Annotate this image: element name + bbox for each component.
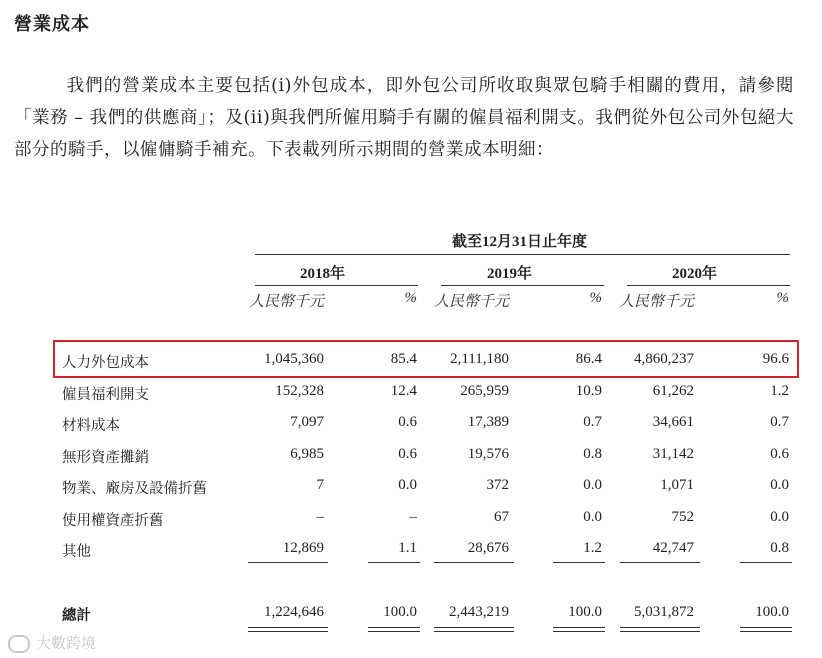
total-pct-2019: 100.0 (568, 604, 602, 620)
cell-pct-2018: 12.4 (390, 383, 417, 399)
total-rule-5b (620, 631, 700, 632)
cell-amount-2020: 4,860,237 (634, 351, 694, 367)
row-label: 人力外包成本 (62, 355, 149, 371)
cell-amount-2020: 752 (671, 509, 694, 525)
cell-amount-2019: 28,676 (467, 540, 509, 556)
unit-pct-2018: % (404, 290, 417, 306)
cell-amount-2019: 17,389 (467, 414, 509, 430)
total-rule-4b (553, 631, 605, 632)
cell-amount-2019: 19,576 (467, 446, 509, 462)
subtotal-rule-4 (553, 562, 605, 563)
cell-pct-2019: 86.4 (575, 351, 602, 367)
section-heading: 營業成本 (14, 14, 90, 35)
cell-amount-2018: 152,328 (275, 383, 324, 399)
total-rule-2b (368, 631, 420, 632)
subtotal-rule-6 (740, 562, 792, 563)
period-header: 截至12月31日止年度 (452, 234, 588, 250)
cell-amount-2018: 12,869 (282, 540, 324, 556)
total-pct-2018: 100.0 (383, 604, 417, 620)
cell-pct-2019: 0.8 (583, 446, 602, 462)
row-label: 其他 (62, 544, 91, 560)
year-2019-rule (441, 285, 604, 286)
cell-pct-2018: 85.4 (390, 351, 417, 367)
unit-pct-2019: % (589, 290, 602, 306)
cell-pct-2018: 0.0 (398, 477, 417, 493)
total-amount-2019: 2,443,219 (449, 604, 509, 620)
cell-pct-2020: 0.8 (770, 540, 789, 556)
cell-pct-2020: 0.0 (770, 509, 789, 525)
cell-pct-2018: – (409, 509, 417, 525)
subtotal-rule-1 (248, 562, 328, 563)
cell-amount-2018: 7 (316, 477, 324, 493)
period-header-rule (255, 254, 790, 255)
cell-amount-2019: 67 (494, 509, 509, 525)
intro-paragraph-text: 我們的營業成本主要包括(i)外包成本，即外包公司所收取與眾包騎手相關的費用，請參閱「業務 – 我們的供應商」；及(ii)與我們所僱用騎手有關的僱員福利開支。我們從外包公司外包絕大部分的騎手，以僱傭騎手補充。下表載列所示期間的營業成本明細： (14, 76, 794, 160)
total-rule-3b (434, 631, 514, 632)
total-label: 總計 (62, 607, 91, 624)
total-rule-6a (740, 627, 792, 628)
cell-pct-2018: 0.6 (398, 414, 417, 430)
year-2018: 2018年 (300, 266, 346, 282)
total-rule-1a (248, 627, 328, 628)
cell-amount-2018: – (316, 509, 324, 525)
row-label: 材料成本 (62, 418, 120, 434)
unit-amount-2019: 人民幣千元 (433, 294, 509, 310)
watermark-text: 大數跨境 (36, 634, 97, 652)
row-label: 無形資產攤銷 (62, 450, 149, 466)
total-rule-6b (740, 631, 792, 632)
cell-amount-2020: 61,262 (652, 383, 694, 399)
unit-amount-2020: 人民幣千元 (618, 294, 694, 310)
total-rule-4a (553, 627, 605, 628)
total-rule-3a (434, 627, 514, 628)
watermark (8, 632, 96, 653)
year-2020-rule (627, 285, 790, 286)
cell-pct-2020: 0.7 (770, 414, 789, 430)
cell-pct-2020: 0.6 (770, 446, 789, 462)
cell-pct-2019: 0.7 (583, 414, 602, 430)
cell-pct-2019: 0.0 (583, 509, 602, 525)
cell-pct-2019: 0.0 (583, 477, 602, 493)
subtotal-rule-2 (368, 562, 420, 563)
cell-amount-2020: 34,661 (652, 414, 694, 430)
year-2019: 2019年 (487, 266, 533, 282)
cell-amount-2020: 1,071 (660, 477, 694, 493)
cell-pct-2018: 1.1 (398, 540, 417, 556)
cell-amount-2018: 7,097 (290, 414, 324, 430)
total-rule-1b (248, 631, 328, 632)
intro-paragraph (14, 70, 794, 166)
cell-amount-2019: 372 (486, 477, 509, 493)
subtotal-rule-5 (620, 562, 700, 563)
total-rule-5a (620, 627, 700, 628)
cell-pct-2019: 10.9 (575, 383, 602, 399)
row-label: 僱員福利開支 (62, 387, 149, 403)
unit-amount-2018: 人民幣千元 (248, 294, 324, 310)
cell-amount-2020: 42,747 (652, 540, 694, 556)
watermark-logo-icon (8, 635, 30, 653)
year-2018-rule (255, 285, 418, 286)
total-pct-2020: 100.0 (755, 604, 789, 620)
cell-pct-2019: 1.2 (583, 540, 602, 556)
row-label: 物業、廠房及設備折舊 (62, 481, 207, 497)
row-label: 使用權資產折舊 (62, 513, 164, 529)
year-2020: 2020年 (672, 266, 718, 282)
cell-amount-2019: 2,111,180 (450, 351, 509, 367)
cell-pct-2018: 0.6 (398, 446, 417, 462)
cell-pct-2020: 1.2 (770, 383, 789, 399)
cell-pct-2020: 96.6 (762, 351, 789, 367)
cell-amount-2019: 265,959 (460, 383, 509, 399)
cell-amount-2018: 6,985 (290, 446, 324, 462)
cell-pct-2020: 0.0 (770, 477, 789, 493)
subtotal-rule-3 (434, 562, 514, 563)
unit-pct-2020: % (776, 290, 789, 306)
total-amount-2018: 1,224,646 (264, 604, 324, 620)
cell-amount-2018: 1,045,360 (264, 351, 324, 367)
total-rule-2a (368, 627, 420, 628)
cell-amount-2020: 31,142 (652, 446, 694, 462)
total-amount-2020: 5,031,872 (634, 604, 694, 620)
